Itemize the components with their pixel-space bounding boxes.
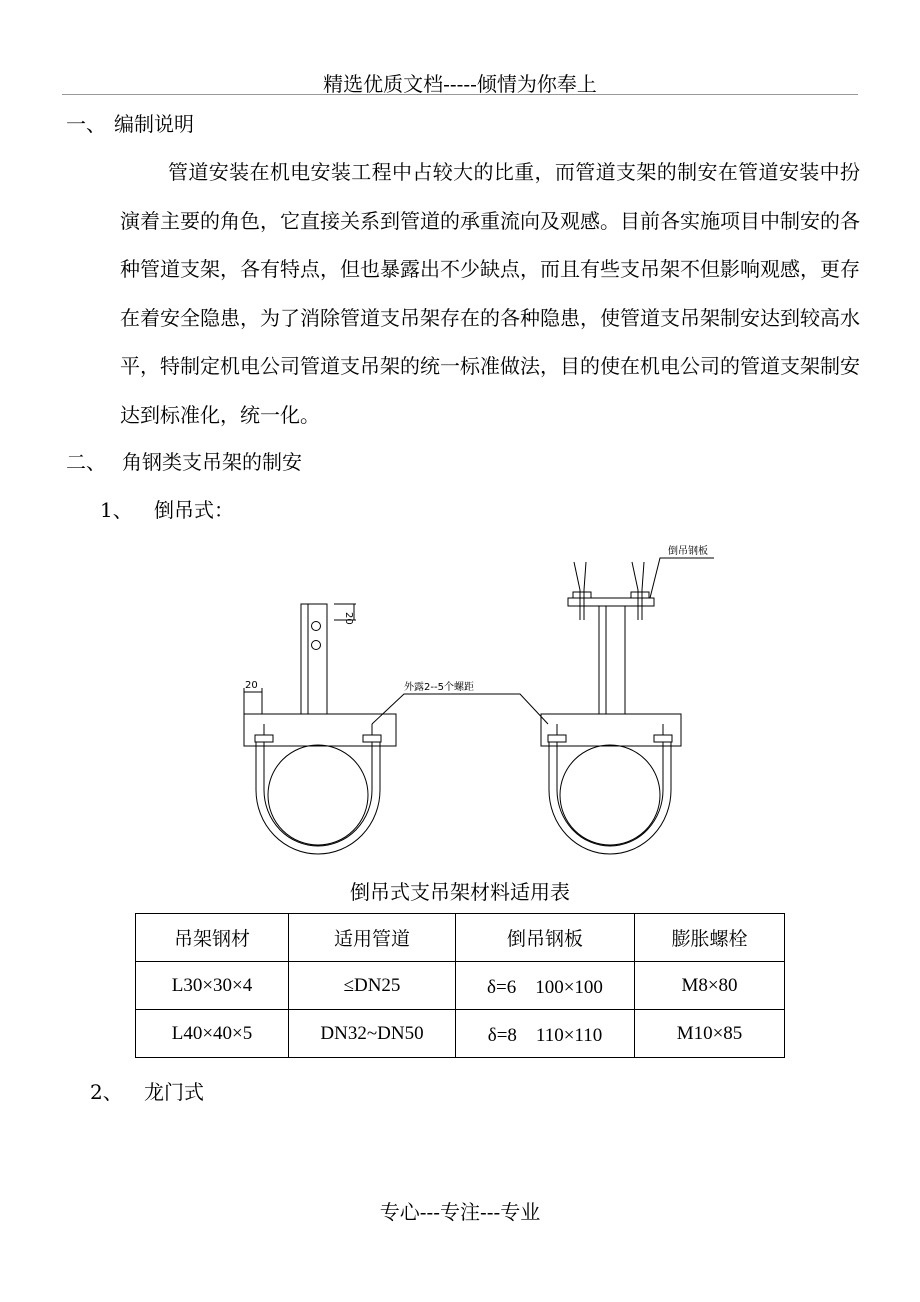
subsection-2-heading bbox=[90, 1076, 204, 1105]
left-u-bolt bbox=[264, 742, 372, 846]
table-cell: DN32~DN50 bbox=[289, 1010, 456, 1058]
table-caption: 倒吊式支吊架材料适用表 bbox=[350, 880, 570, 904]
bolt-hole bbox=[312, 622, 321, 631]
right-angle-post bbox=[599, 606, 625, 714]
table-header-row bbox=[136, 914, 785, 962]
right-pipe bbox=[560, 745, 660, 845]
section-1-paragraph: 管道安装在机电安装工程中占较大的比重，而管道支架的制安在管道安装中扮演着主要的角色，它直接关系到管道的承重流向及观感。目前各实施项目中制安的各种管道支架，各有特点，但也暴露出不少缺点，而且有些支吊架不但影响观感，更存在着安全隐患，为了消除管道支吊架存在的各种隐患，使管道支吊架制安达到较高水平，特制定机电公司管道支吊架的统一标准做法，目的使在机电公司的管道支架制安达到标准化，统一化。 bbox=[120, 160, 860, 427]
table-header-cell: 膨胀螺栓 bbox=[635, 914, 785, 962]
bolt-hole bbox=[312, 641, 321, 650]
subsection-1-number: 1、 bbox=[100, 498, 133, 522]
section-2-heading bbox=[66, 446, 302, 475]
subsection-2-number: 2、 bbox=[90, 1080, 123, 1104]
left-pipe bbox=[268, 745, 368, 845]
page-footer: 专心---专注---专业 bbox=[379, 1200, 541, 1224]
table-header-cell: 吊架钢材 bbox=[136, 914, 289, 962]
plate-label: 倒吊钢板 bbox=[668, 546, 708, 557]
thread-label: 外露2--5个螺距 bbox=[404, 682, 474, 693]
left-angle-post bbox=[301, 604, 327, 714]
subsection-1-title: 倒吊式： bbox=[154, 498, 234, 522]
dim-20-label: 20 bbox=[245, 680, 258, 691]
table-header-cell: 倒吊钢板 bbox=[456, 914, 635, 962]
table-row bbox=[136, 962, 785, 1010]
material-table bbox=[135, 913, 785, 1058]
page-header: 精选优质文档-----倾情为你奉上 bbox=[323, 72, 597, 96]
hanger-drawing bbox=[230, 546, 708, 878]
table-cell: L30×30×4 bbox=[136, 962, 289, 1010]
left-crossbar bbox=[244, 714, 396, 746]
table-cell: M10×85 bbox=[635, 1010, 785, 1058]
table-cell: M8×80 bbox=[635, 962, 785, 1010]
right-hanger bbox=[541, 558, 714, 854]
section-1-title: 编制说明 bbox=[114, 112, 194, 136]
table-cell: ≤DN25 bbox=[289, 962, 456, 1010]
expansion-bolt bbox=[574, 562, 586, 620]
hanging-steel-plate bbox=[568, 598, 654, 606]
left-hanger bbox=[244, 604, 396, 854]
section-1-heading bbox=[66, 108, 194, 137]
section-2-number: 二、 bbox=[66, 450, 106, 474]
table-cell: δ=8 110×110 bbox=[456, 1010, 635, 1058]
dim-side-label: 20 bbox=[343, 612, 354, 625]
table-header-cell: 适用管道 bbox=[289, 914, 456, 962]
right-crossbar bbox=[541, 714, 681, 746]
table-cell: L40×40×5 bbox=[136, 1010, 289, 1058]
subsection-2-title: 龙门式 bbox=[144, 1080, 204, 1104]
section-1-number: 一、 bbox=[66, 112, 106, 136]
table-row bbox=[136, 1010, 785, 1058]
header-rule bbox=[62, 94, 858, 95]
thread-leader-line bbox=[372, 694, 548, 724]
subsection-1-heading bbox=[100, 494, 234, 523]
expansion-bolt bbox=[632, 562, 644, 620]
right-u-bolt bbox=[557, 742, 663, 846]
table-cell: δ=6 100×100 bbox=[456, 962, 635, 1010]
section-2-title: 角钢类支吊架的制安 bbox=[122, 450, 302, 474]
